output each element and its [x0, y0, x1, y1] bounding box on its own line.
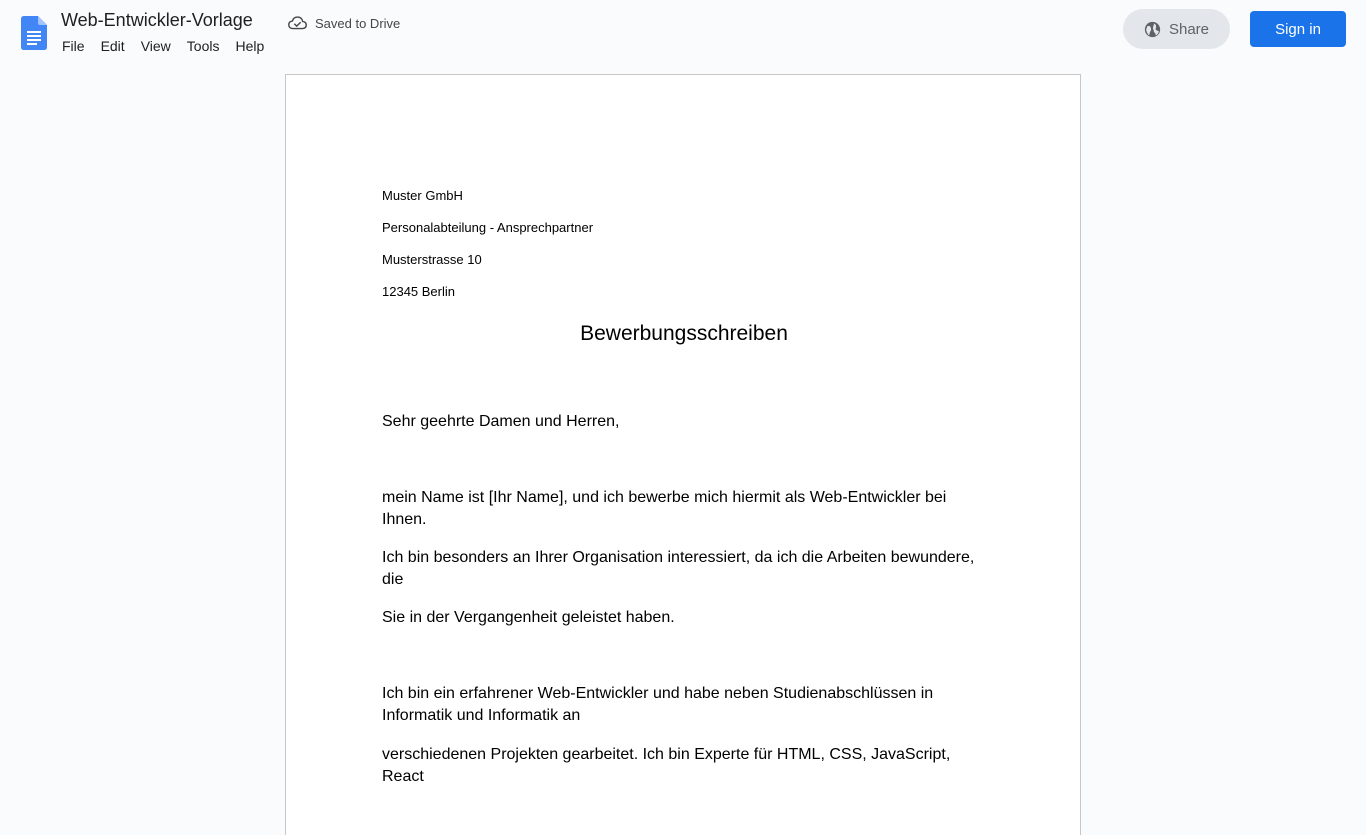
address-line-company: Muster GmbH: [382, 188, 463, 203]
menu-help[interactable]: Help: [235, 38, 265, 54]
menu-bar: [54, 36, 272, 56]
paragraph: verschiedenen Projekten gearbeitet. Ich bin Experte für HTML, CSS, JavaScript, React: [382, 746, 951, 785]
menu-file[interactable]: File: [62, 38, 85, 54]
saved-status-text: Saved to Drive: [315, 15, 401, 31]
top-bar: [0, 0, 1366, 64]
globe-icon: [1144, 21, 1161, 38]
sign-in-button[interactable]: Sign in: [1250, 11, 1346, 47]
saved-status[interactable]: [288, 14, 400, 32]
paragraph: Ich bin besonders an Ihrer Organisation interessiert, da ich die Arbeiten bewundere, die: [382, 549, 975, 588]
document-title[interactable]: Web-Entwickler-Vorlage: [61, 10, 253, 30]
address-line-department: Personalabteilung - Ansprechpartner: [382, 220, 594, 235]
google-docs-icon[interactable]: [21, 16, 47, 50]
document-page[interactable]: [285, 74, 1081, 835]
paragraph: mein Name ist [Ihr Name], und ich bewerbe mich hiermit als Web-Entwickler bei Ihnen.: [382, 489, 947, 528]
share-label: Share: [1168, 20, 1210, 38]
share-button[interactable]: [1123, 9, 1230, 49]
salutation: Sehr geehrte Damen und Herren,: [382, 413, 620, 430]
menu-view[interactable]: View: [140, 38, 171, 54]
cloud-done-icon: [288, 15, 307, 31]
paragraph: Ich bin ein erfahrener Web-Entwickler und habe neben Studienabschlüssen in Informatik und Informatik an: [382, 685, 934, 724]
document-heading: Bewerbungsschreiben: [580, 322, 788, 345]
menu-tools[interactable]: Tools: [186, 38, 220, 54]
address-line-city: 12345 Berlin: [382, 284, 455, 299]
address-line-street: Musterstrasse 10: [382, 252, 482, 267]
menu-edit[interactable]: Edit: [100, 38, 125, 54]
paragraph: Sie in der Vergangenheit geleistet haben.: [382, 609, 675, 626]
